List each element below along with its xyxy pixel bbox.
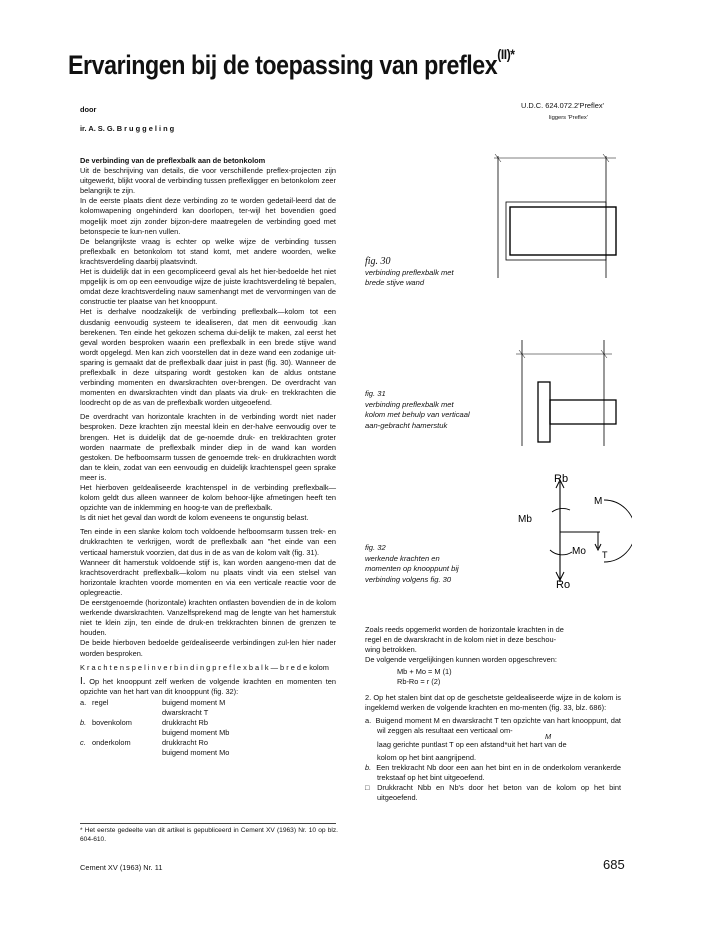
list-value: drukkracht Rb	[162, 718, 209, 728]
moment-arc-mb	[552, 508, 570, 512]
figure-32	[512, 470, 632, 590]
moment-arc-mo	[550, 550, 572, 555]
list-item	[80, 728, 229, 738]
moment-arc-m	[604, 500, 632, 562]
list-mark: a.	[80, 697, 87, 707]
equation: Rb-Ro = r (2)	[397, 677, 441, 687]
paragraph: Uit de beschrijving van details, die voor verschillende preflex-projecten zijn uitgewerkt, blijkt vooral de verbinding tussen preflexligger en betonkolom zeer belangrijk te zijn.	[80, 166, 336, 196]
author-name: ir. A. S. G. B r u g g e l i n g	[80, 124, 175, 133]
list-text: Een trekkracht Nb door een aan het bint en in de onderkolom verankerde trekstaaf op het bint uitgeoefend.	[376, 763, 621, 783]
list-item	[80, 738, 229, 748]
label-t: T	[602, 550, 608, 560]
hammer-piece	[538, 382, 550, 442]
paragraph	[80, 677, 336, 697]
list-item-b	[365, 763, 621, 783]
list-text: laag gerichte puntlast T op een afstand*uit het hart van de	[377, 739, 567, 749]
paragraph: 2. Op het stalen bint dat op de geschetste geïdealiseerde wijze in de kolom is ingeklemd werken de volgende krachten en mo-menten (fig. 33, blz. 686):	[365, 692, 621, 712]
caption-number: fig. 31	[365, 389, 386, 398]
article-title	[68, 46, 515, 81]
paragraph: Zoals reeds opgemerkt worden de horizontale krachten in de regel en de dwarskracht in de kolom niet in deze beschou-wing betrokken.	[365, 625, 564, 655]
udc-code: U.D.C. 624.072.2'Preflex'	[521, 101, 604, 110]
beam-recess	[506, 202, 606, 260]
list-item	[80, 718, 229, 728]
list-text: Drukkracht Nbb en Nb's door het beton van de kolom op het bint uitgeoefend.	[377, 783, 621, 803]
list-value: dwarskracht T	[162, 707, 209, 717]
list-value: buigend moment Mo	[162, 748, 230, 758]
list-item	[80, 708, 229, 718]
label-rb: Rb	[554, 473, 569, 485]
list-value: drukkracht Ro	[162, 738, 209, 748]
title-text: Ervaringen bij de toepassing van preflex	[68, 50, 498, 80]
section-heading: De verbinding van de preflexbalk aan de betonkolom	[80, 156, 266, 165]
paragraph: Is dit niet het geval dan wordt de kolom eveneens te ongunstig belast.	[80, 513, 309, 523]
list-mark: b.	[80, 718, 87, 728]
list-item-a-cont	[365, 731, 621, 750]
list-item-name: onderkolom	[92, 738, 131, 748]
page-number: 685	[603, 857, 625, 872]
equation: Mb + Mo = M (1)	[397, 667, 452, 677]
list-item-c	[365, 783, 621, 803]
title-superscript: (II)*	[497, 46, 515, 62]
paragraph: De eerstgenoemde (horizontale) krachten ontlasten bovendien de in de kolom werkende dwarskrachten. Vanzelfsprekend mag de lengte van het hamerstuk niet te klein zijn, ten einde de druk-en trekkrachten binnen de grenzen te houden.	[80, 598, 336, 638]
fraction-numerator: M	[545, 731, 552, 741]
author-prefix: door	[80, 105, 97, 114]
caption-text: werkende krachten en momenten op knooppunt bij verbinding volgens fig. 30	[365, 553, 459, 584]
list-mark: c.	[80, 738, 86, 748]
figure-31	[512, 336, 620, 448]
list-item	[80, 748, 229, 758]
udc-subcode: liggers 'Preflex'	[549, 115, 588, 121]
paragraph: Het is derhalve noodzakelijk de verbinding preflexbalk—kolom tot een dusdanig eenvoudig systeem te idealiseren, dat men dit eenvoudig .kan berekenen. Ten einde het gekozen schema dui-delijk te maken, zal eerst het geval worden besproken waarin een preflexbalk in een brede stijve wand wordt opgelegd. Men kan zich voorstellen dat in deze wand een zodanige uit-sparing is gemaakt dat de preflexbalk daar juist in past (fig. 30). Wanneer de preflexbalk in deze uitsparing wordt gestoken kan de aldus ontstane verbinding momenten en dwarskrachten over-brengen. De overdracht van momenten en dwarskrachten vindt dan plaats via druk- en trekkrachten die loodrecht op de as van de preflexbalk worden uitgeoefend.	[80, 307, 336, 408]
paragraph: De beide hierboven bedoelde geïdealiseerde verbindingen zul-len hier nader worden besproken.	[80, 638, 336, 658]
paragraph: De overdracht van horizontale krachten in de verbinding wordt niet nader besproken. Deze krachten zijn meestal klein en der-halve eenvoudig over te brengen. Het is duidelijk dat de ge-noemde druk- en trekkrachten groter worden naarmate de preflexbalk minder diep in de wand kan worden gestoken. De hefboomsarm tussen de genoemde trek- en drukkrachten wordt dan te klein, zodat van een eenvoudig en duidelijk krachtenspel geen sprake meer is.	[80, 412, 336, 482]
paragraph: Het is duidelijk dat in een gecompliceerd geval als het hier-bedoelde het niet mpgelijk is om op een eenvoudige wijze de juiste krachtsverdeling tè bepalen, omdat deze krachtsverdeling nauw samenhangt met de vervormingen van de constructie ter plaatse van het knooppunt.	[80, 267, 336, 307]
preflex-beam	[510, 207, 616, 255]
label-mb: Mb	[518, 514, 532, 525]
list-text: Buigend moment M en dwarskracht T ten opzichte van hart knooppunt, dat wil zeggen als resultaat een verticaal om-	[375, 715, 621, 735]
intro-text: Op het knooppunt zelf werken de volgende krachten en momenten ten opzichte van het hart van dit knooppunt (fig. 32):	[80, 676, 336, 696]
right-column	[365, 625, 621, 804]
list-text: kolom op het bint aangrijpend.	[377, 753, 477, 763]
footnote-rule	[80, 823, 336, 824]
figure-30	[492, 152, 624, 280]
paragraph: Wanneer dit hamerstuk voldoende stijf is, kan worden aangeno-men dat de krachtsoverdracht preflexbalk—kolom nu plaats vindt via een stelsel van horizontale krachten voorde momenten en via een verticale reactie voor de oplegreactie.	[80, 557, 336, 597]
paragraph: Het hierboven geïdealiseerde krachtenspel in de verbinding preflexbalk—kolom geldt dus alleen wanneer de kolom behoor-lijke afmetingen heeft ten opzichte van de inklemming en hoog-te van de preflexbalk.	[80, 483, 336, 513]
label-ro: Ro	[556, 579, 571, 590]
caption-text: verbinding preflexbalk met kolom met behulp van verticaal aan-gebracht hamerstuk	[365, 399, 470, 430]
paragraph: De volgende vergelijkingen kunnen worden opgeschreven:	[365, 655, 557, 665]
caption-fig32	[365, 543, 475, 585]
checkbox-glyph: □	[365, 783, 373, 793]
list-value: buigend moment M	[162, 697, 226, 707]
journal-reference: Cement XV (1963) Nr. 11	[80, 863, 163, 872]
list-mark: b.	[365, 763, 372, 773]
list-value: buigend moment Mb	[162, 728, 230, 738]
footnote: * Het eerste gedeelte van dit artikel is gepubliceerd in Cement XV (1963) Nr. 10 op blz. 604-610.	[80, 827, 338, 843]
paragraph: Ten einde in een slanke kolom toch voldoende hefboomsarm tussen trek- en drukkrachten te verkrijgen, wordt de preflexbalk aan "het einde van een verticaal hamerstuk voorzien, dat dus in de as van de kolom valt (fig. 31).	[80, 527, 336, 557]
list-mark: a.	[365, 715, 372, 725]
preflex-beam	[550, 400, 616, 424]
caption-number: fig. 30	[365, 256, 391, 267]
list-item-name: regel	[92, 697, 109, 707]
caption-fig30	[365, 257, 475, 289]
item-number: I.	[80, 675, 86, 687]
paragraph: De belangrijkste vraag is echter op welke wijze de verbinding tussen preflexbalk en betonkolom tot stand komt, met andere woorden, welke krachtsverdeling daarbij plaatsvindt.	[80, 236, 336, 266]
list-item-a	[365, 716, 621, 736]
list-item-name: bovenkolom	[92, 718, 132, 728]
label-mo: Mo	[572, 546, 586, 557]
caption-number: fig. 32	[365, 543, 386, 552]
label-m: M	[594, 496, 603, 507]
paragraph: In de eerste plaats dient deze verbinding zo te worden gedetail-leerd dat de kolomwapening ongehinderd kan doorlopen, ter-wijl het bovendien goed mogelijk moet zijn zonder bijzon-dere maatregelen de verbinding goed met betonspecie te kun-nen vullen.	[80, 196, 336, 236]
left-column	[80, 156, 336, 758]
caption-text: verbinding preflexbalk met brede stijve wand	[365, 267, 454, 287]
subsection-heading: K r a c h t e n s p e l i n v e r b i n d i n g p r e f l e x b a l k — b r e d e kolom	[80, 662, 329, 672]
force-list	[80, 698, 229, 759]
caption-fig31	[365, 389, 475, 431]
list-item	[80, 698, 229, 708]
